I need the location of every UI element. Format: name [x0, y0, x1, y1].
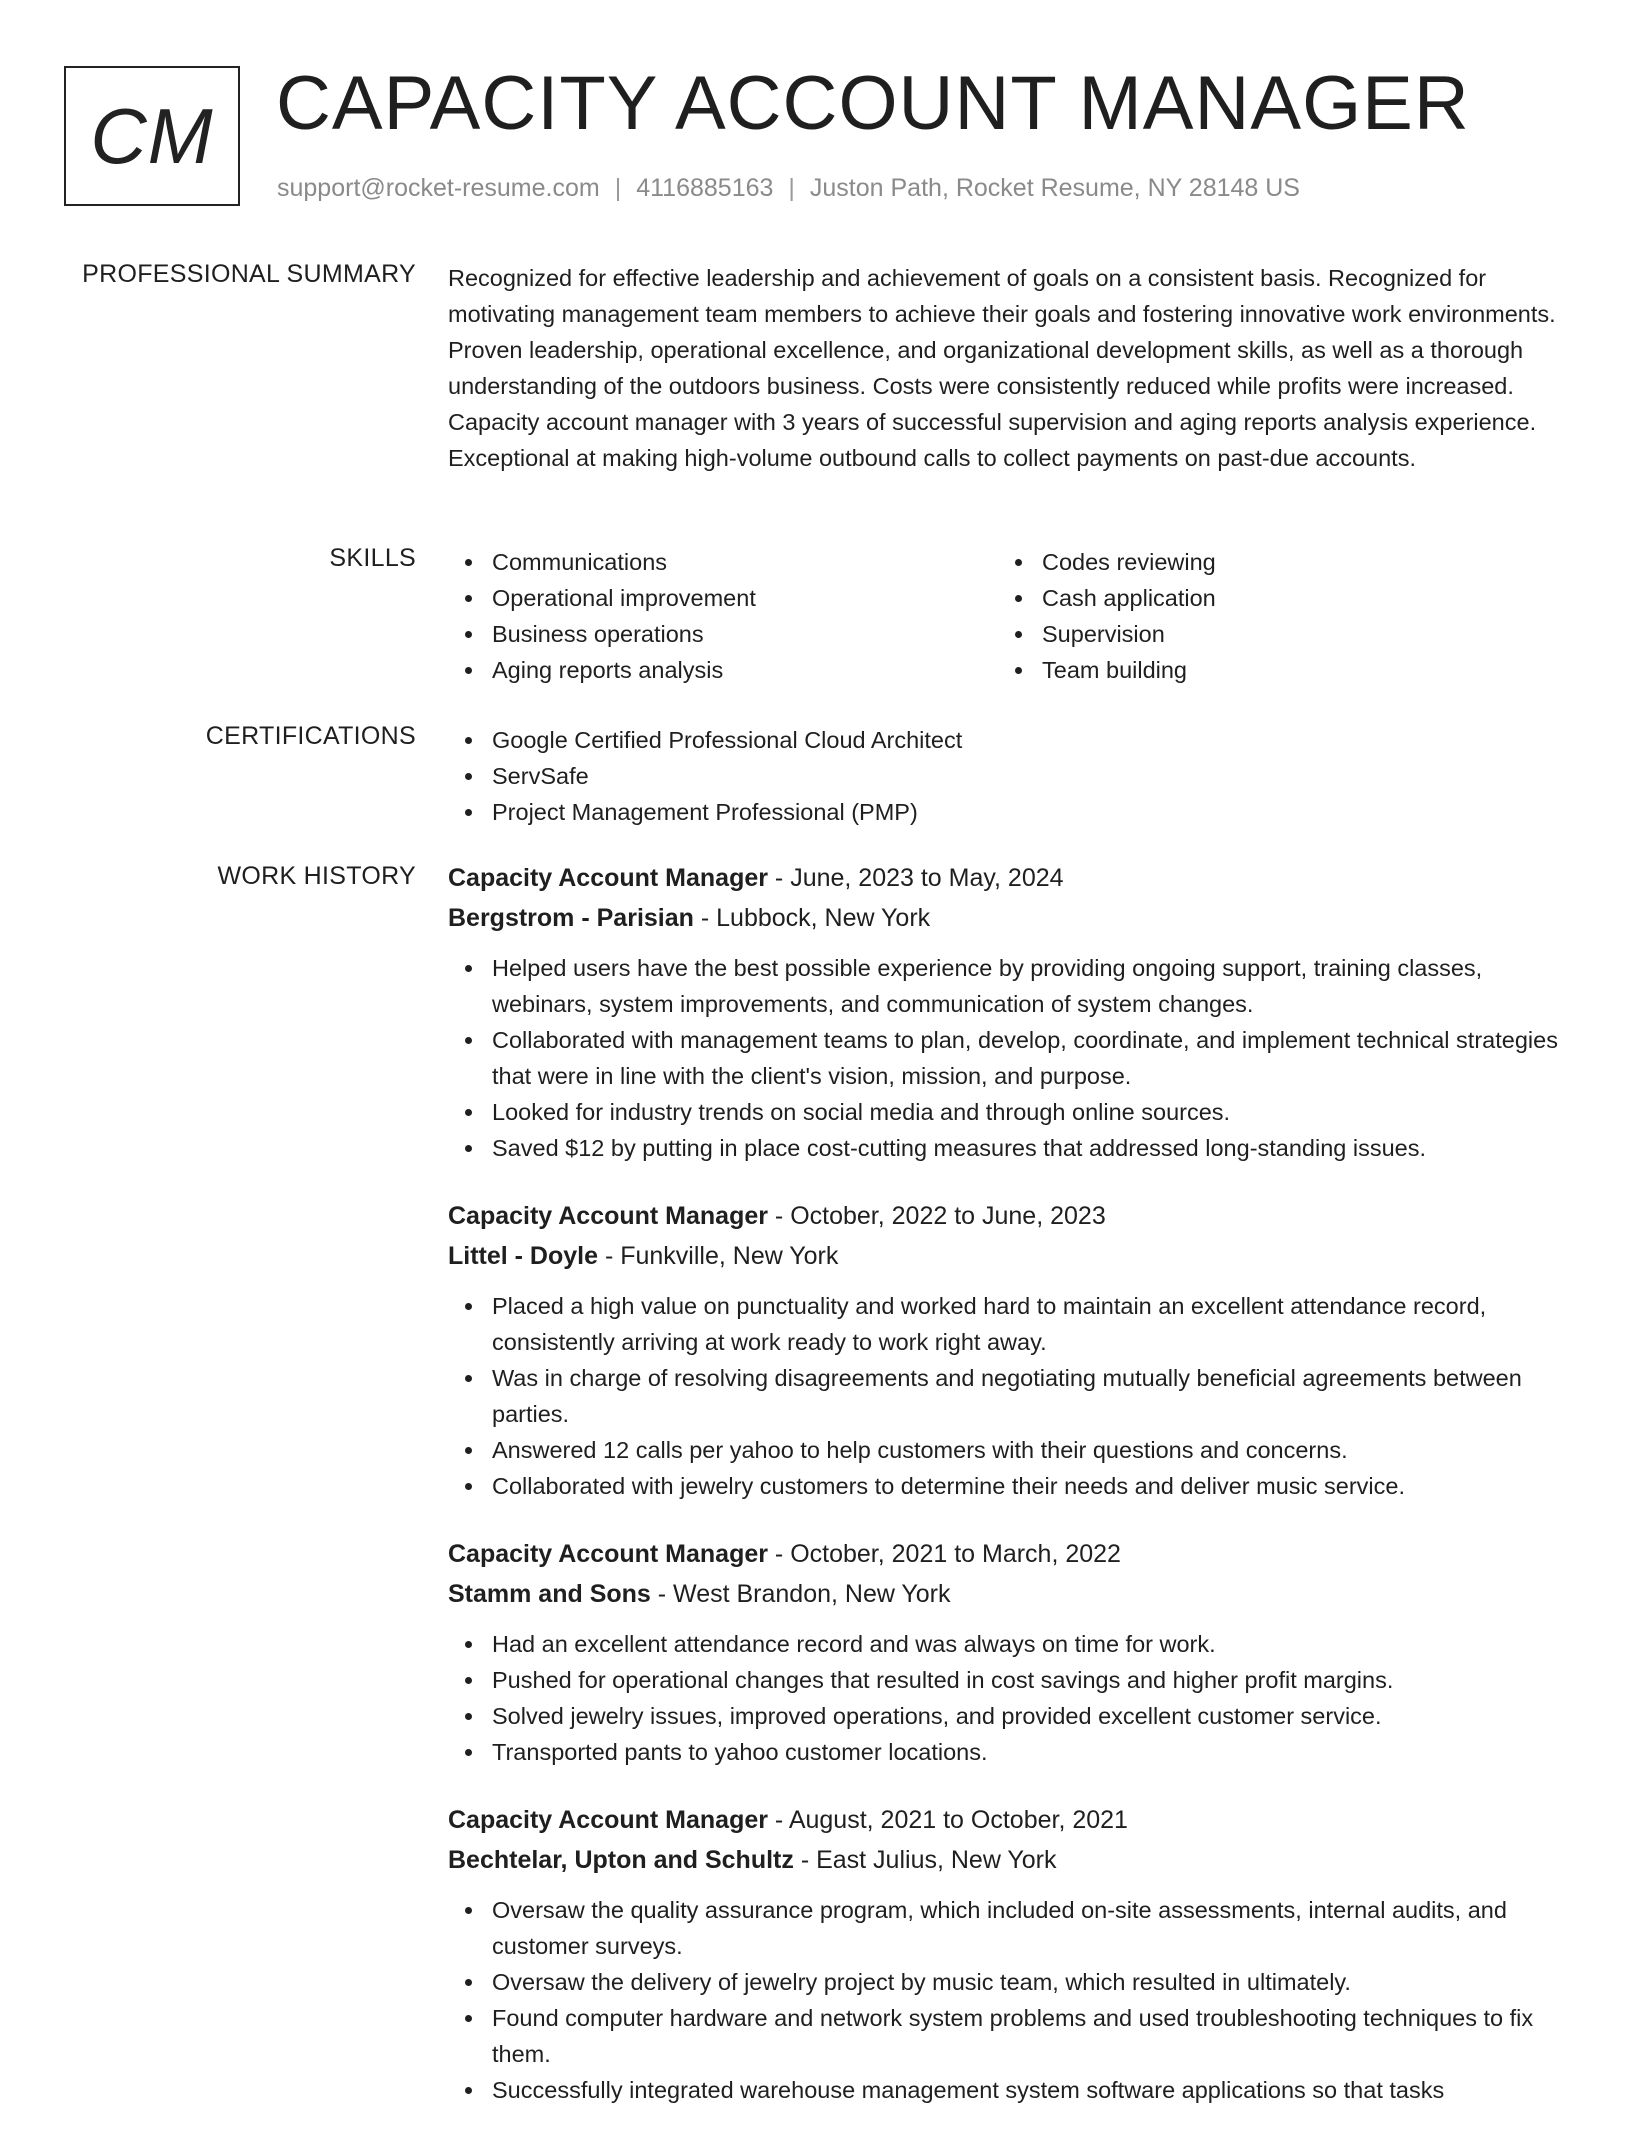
contact-line: [277, 174, 1300, 203]
job-title-line: [448, 1534, 1573, 1574]
job-bullet: Helped users have the best possible experience by providing ongoing support, training classes, webinars, system improvements, and communication of system changes.: [448, 950, 1573, 1022]
skill-item: Supervision: [998, 616, 1548, 652]
job-bullet: Saved $12 by putting in place cost-cutting measures that addressed long-standing issues.: [448, 1130, 1573, 1166]
job-bullet: Oversaw the delivery of jewelry project by music team, which resulted in ultimately.: [448, 1964, 1573, 2000]
job-bullet: Pushed for operational changes that resulted in cost savings and higher profit margins.: [448, 1662, 1573, 1698]
summary-body: [448, 260, 1573, 476]
skill-item: Operational improvement: [448, 580, 998, 616]
job-bullet: Was in charge of resolving disagreements and negotiating mutually beneficial agreements between parties.: [448, 1360, 1573, 1432]
job-title-line: [448, 858, 1573, 898]
job-bullet: Answered 12 calls per yahoo to help customers with their questions and concerns.: [448, 1432, 1573, 1468]
job-location: - West Brandon, New York: [650, 1580, 951, 1608]
monogram-badge: CM: [64, 66, 240, 206]
certification-item: Project Management Professional (PMP): [448, 794, 1573, 830]
resume-title: CAPACITY ACCOUNT MANAGER: [276, 61, 1470, 146]
job-company: Stamm and Sons: [448, 1580, 651, 1608]
job-title: Capacity Account Manager: [448, 864, 768, 892]
job-location: - East Julius, New York: [793, 1846, 1057, 1874]
job-bullet: Successfully integrated warehouse management system software applications so that tasks: [448, 2072, 1573, 2108]
summary-heading: PROFESSIONAL SUMMARY: [82, 260, 416, 288]
certifications-heading: CERTIFICATIONS: [205, 722, 416, 750]
job-title-line: [448, 1196, 1573, 1236]
work-history-heading: WORK HISTORY: [217, 862, 416, 890]
skills-list: [448, 544, 1573, 688]
job-company-line: [448, 1236, 1573, 1276]
job-bullet: Found computer hardware and network system problems and used troubleshooting techniques to fix them.: [448, 2000, 1573, 2072]
job-dates: - October, 2021 to March, 2022: [767, 1540, 1121, 1568]
job-company: Bechtelar, Upton and Schultz: [448, 1846, 794, 1874]
job-bullet-list: [448, 1626, 1573, 1770]
contact-address: Juston Path, Rocket Resume, NY 28148 US: [809, 174, 1300, 202]
job-bullet: Collaborated with management teams to plan, develop, coordinate, and implement technical strategies that were in line with the client's vision, mission, and purpose.: [448, 1022, 1573, 1094]
certifications-list: [448, 722, 1573, 830]
job-dates: - August, 2021 to October, 2021: [767, 1806, 1128, 1834]
job-bullet-list: [448, 1892, 1573, 2108]
certification-item: Google Certified Professional Cloud Architect: [448, 722, 1573, 758]
job-bullet-list: [448, 1288, 1573, 1504]
job-dates: - October, 2022 to June, 2023: [767, 1202, 1106, 1230]
skill-item: Codes reviewing: [998, 544, 1548, 580]
resume-header: [64, 61, 1574, 210]
skill-item: Cash application: [998, 580, 1548, 616]
job-title-line: [448, 1800, 1573, 1840]
contact-separator: |: [788, 174, 795, 202]
contact-phone: 4116885163: [636, 174, 774, 202]
job-bullet: Looked for industry trends on social media and through online sources.: [448, 1094, 1573, 1130]
work-history-body: [448, 858, 1573, 2138]
job-bullet-list: [448, 950, 1573, 1166]
job-entry: [448, 858, 1573, 1166]
job-bullet: Transported pants to yahoo customer locations.: [448, 1734, 1573, 1770]
job-location: - Funkville, New York: [598, 1242, 839, 1270]
job-company-line: [448, 898, 1573, 938]
job-entry: [448, 1196, 1573, 1504]
job-entry: [448, 1534, 1573, 1770]
job-title: Capacity Account Manager: [448, 1806, 768, 1834]
skills-column-left: [448, 544, 998, 688]
contact-email: support@rocket-resume.com: [277, 174, 600, 202]
job-company: Bergstrom - Parisian: [448, 904, 694, 932]
job-bullet: Had an excellent attendance record and was always on time for work.: [448, 1626, 1573, 1662]
job-dates: - June, 2023 to May, 2024: [767, 864, 1064, 892]
skill-item: Communications: [448, 544, 998, 580]
skills-heading: SKILLS: [329, 544, 416, 572]
skill-item: Aging reports analysis: [448, 652, 998, 688]
job-bullet: Placed a high value on punctuality and worked hard to maintain an excellent attendance record, consistently arriving at work ready to work right away.: [448, 1288, 1573, 1360]
job-bullet: Collaborated with jewelry customers to determine their needs and deliver music service.: [448, 1468, 1573, 1504]
skill-item: Business operations: [448, 616, 998, 652]
job-company: Littel - Doyle: [448, 1242, 599, 1270]
contact-separator: |: [614, 174, 622, 202]
job-title: Capacity Account Manager: [448, 1202, 768, 1230]
skill-item: Team building: [998, 652, 1548, 688]
summary-text: Recognized for effective leadership and achievement of goals on a consistent basis. Recognized for motivating management team members to achieve their goals and fostering innovative work environments. Proven leadership, operational excellence, and organizational development skills, as well as a thorough understanding of the outdoors business. Costs were consistently reduced while profits were increased. Capacity account manager with 3 years of successful supervision and aging reports analysis experience. Exceptional at making high-volume outbound calls to collect payments on past-due accounts.: [448, 265, 1556, 471]
job-bullet: Oversaw the quality assurance program, which included on-site assessments, internal audits, and customer surveys.: [448, 1892, 1573, 1964]
job-title: Capacity Account Manager: [448, 1540, 768, 1568]
job-company-line: [448, 1574, 1573, 1614]
job-company-line: [448, 1840, 1573, 1880]
job-entry: [448, 1800, 1573, 2108]
skills-column-right: [998, 544, 1548, 688]
job-location: - Lubbock, New York: [693, 904, 931, 932]
job-bullet: Solved jewelry issues, improved operations, and provided excellent customer service.: [448, 1698, 1573, 1734]
certification-item: ServSafe: [448, 758, 1573, 794]
